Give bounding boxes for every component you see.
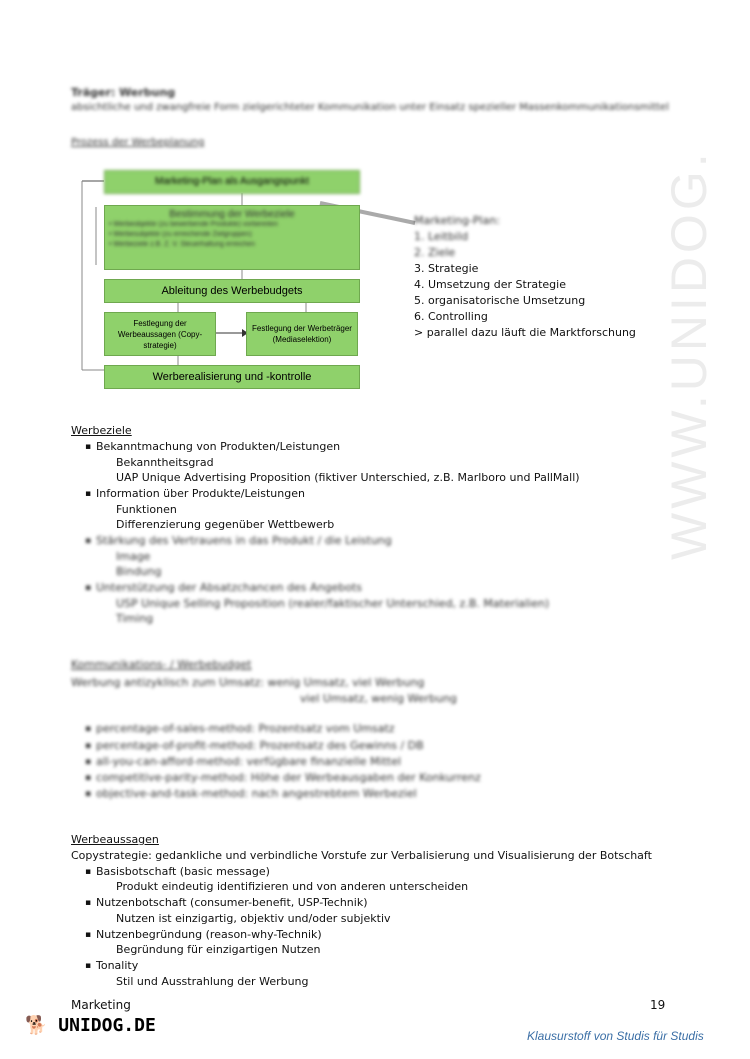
diagram-box-marketing-plan: Marketing-Plan als Ausgangspunkt <box>104 170 360 194</box>
werbeziele-subitem: UAP Unique Advertising Proposition (fiktiver Unterschied, z.B. Marlboro und PallMall) <box>116 471 580 484</box>
werbeziele-item: ▪ Bekanntmachung von Produkten/Leistungen <box>96 440 340 454</box>
page-number: 19 <box>650 998 666 1012</box>
budget-item: ▪ percentage-of-sales-method: Prozentsatz vom Umsatz <box>96 722 395 736</box>
budget-line: viel Umsatz, wenig Werbung <box>300 692 457 705</box>
werbeziele-subitem: Timing <box>116 612 154 625</box>
diagram-box-werbeziele-line: • Werbeobjekte (zu bewerbende Produkte) vorbereiten <box>109 221 278 228</box>
page-title: Träger: Werbung <box>71 86 176 99</box>
werbeaussagen-item: ▪ Nutzenbotschaft (consumer-benefit, USP-Technik) <box>96 896 367 910</box>
diagram-box-werbeziele-title: Bestimmung der Werbeziele <box>169 209 295 220</box>
budget-item: ▪ objective-and-task-method: nach angestrebtem Werbeziel <box>96 787 417 801</box>
werbeziele-subitem: USP Unique Selling Proposition (realer/faktischer Unterschied, z.B. Materialien) <box>116 597 550 610</box>
marketing-plan-item: 3. Strategie <box>414 262 479 275</box>
werbeziele-item: ▪ Stärkung des Vertrauens in das Produkt / die Leistung <box>96 534 392 548</box>
werbeaussagen-item: ▪ Nutzenbegründung (reason-why-Technik) <box>96 928 322 942</box>
werbeaussagen-item: ▪ Basisbotschaft (basic message) <box>96 865 270 879</box>
footer-tagline: Klausurstoff von Studis für Studis <box>527 1029 704 1043</box>
diagram-box-werbeziele-line: • Werbeziele z.B. Z. V. Steuerhaltung erreichen <box>109 241 256 248</box>
diagram-box-werbeziele-line: • Werbesubjekte (zu erreichende Zielgruppen) <box>109 231 252 238</box>
unidog-logo <box>25 1015 156 1036</box>
watermark: WWW.UNIDOG. <box>661 149 717 560</box>
diagram-box-werbeaussagen-label: Festlegung der Werbeaussagen (Copy-strategie) <box>117 318 203 350</box>
werbeziele-heading: Werbeziele <box>71 424 132 437</box>
werbeaussagen-intro: Copystrategie: gedankliche und verbindliche Vorstufe zur Verbalisierung und Visualisierung der Botschaft <box>71 849 652 862</box>
werbeaussagen-subitem: Stil und Ausstrahlung der Werbung <box>116 975 309 988</box>
werbeziele-subitem: Image <box>116 550 151 563</box>
marketing-plan-item: 4. Umsetzung der Strategie <box>414 278 566 291</box>
werbeaussagen-item: ▪ Tonality <box>96 959 138 973</box>
marketing-plan-heading: Marketing-Plan: <box>414 214 500 227</box>
werbeaussagen-heading: Werbeaussagen <box>71 833 159 846</box>
budget-item: ▪ competitive-parity-method: Höhe der Werbeausgaben der Konkurrenz <box>96 771 481 785</box>
werbeziele-item: ▪ Unterstützung der Absatzchancen des Angebots <box>96 581 362 595</box>
werbeziele-subitem: Differenzierung gegenüber Wettbewerb <box>116 518 335 531</box>
diagram-box-werbetraeger <box>246 312 358 356</box>
marketing-plan-item: 2. Ziele <box>414 246 456 259</box>
logo-text: UNIDOG.DE <box>58 1015 156 1036</box>
marketing-plan-item: 5. organisatorische Umsetzung <box>414 294 586 307</box>
process-heading: Prozess der Werbeplanung <box>71 137 205 148</box>
marketing-plan-item: 6. Controlling <box>414 310 488 323</box>
werbeaussagen-subitem: Begründung für einzigartigen Nutzen <box>116 943 321 956</box>
werbeaussagen-subitem: Nutzen ist einzigartig, objektiv und/oder subjektiv <box>116 912 391 925</box>
werbeziele-subitem: Funktionen <box>116 503 177 516</box>
werbeaussagen-subitem: Produkt eindeutig identifizieren und von anderen unterscheiden <box>116 880 469 893</box>
diagram-box-werbetraeger-label: Festlegung der Werbeträger (Mediaselektion) <box>252 324 352 344</box>
diagram-box-budget: Ableitung des Werbebudgets <box>104 279 360 303</box>
werbeziele-subitem: Bekanntheitsgrad <box>116 456 214 469</box>
budget-item: ▪ percentage-of-profit-method: Prozentsatz des Gewinns / DB <box>96 739 424 753</box>
werbeziele-subitem: Bindung <box>116 565 162 578</box>
dog-icon: 🐕 <box>25 1015 48 1036</box>
werbeziele-item: ▪ Information über Produkte/Leistungen <box>96 487 305 501</box>
marketing-plan-item: 1. Leitbild <box>414 230 469 243</box>
budget-heading: Kommunikations- / Werbebudget <box>71 658 252 671</box>
diagram-box-werbeziele <box>104 205 360 270</box>
diagram-box-realisierung: Werberealisierung und -kontrolle <box>104 365 360 389</box>
budget-line: Werbung antizyklisch zum Umsatz: wenig Umsatz, viel Werbung <box>71 676 425 689</box>
footer-section-name: Marketing <box>71 998 131 1012</box>
diagram-box-werbeaussagen <box>104 312 216 356</box>
budget-item: ▪ all-you-can-afford-method: verfügbare finanzielle Mittel <box>96 755 401 769</box>
page-subtitle: absichtliche und zwangfreie Form zielgerichteter Kommunikation unter Einsatz spezieller Massenkommunikationsmittel <box>71 102 669 113</box>
marketing-plan-item: > parallel dazu läuft die Marktforschung <box>414 326 636 339</box>
